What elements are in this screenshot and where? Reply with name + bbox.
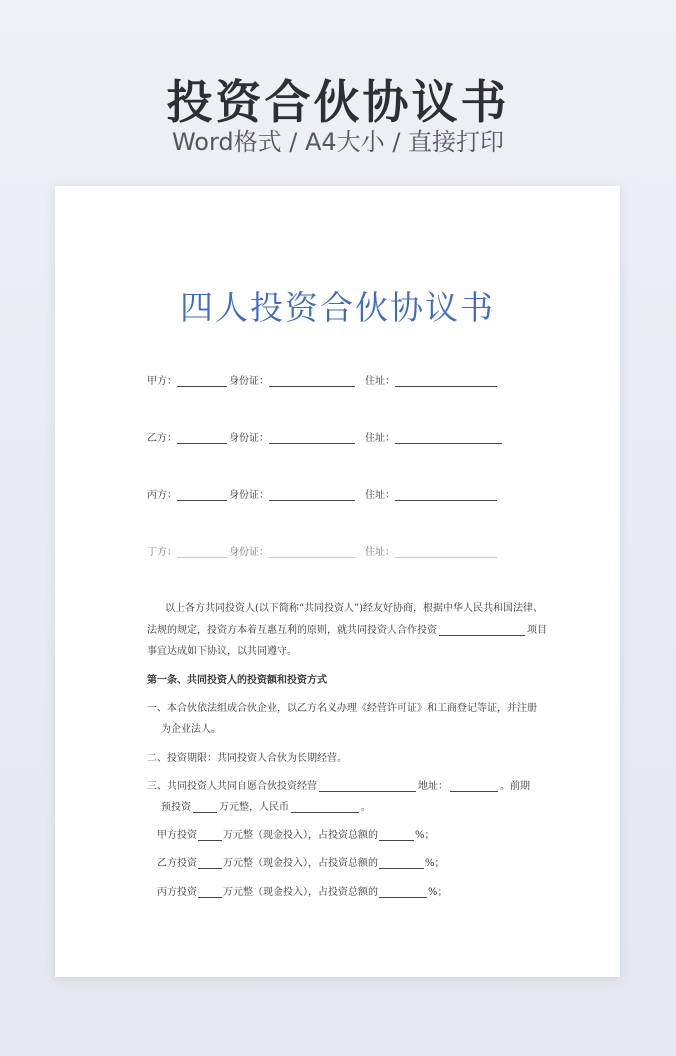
- address-blank: [395, 375, 497, 387]
- name-blank: [177, 375, 227, 387]
- id-blank: [269, 375, 355, 387]
- clause-3-text-b3: 。: [361, 802, 371, 813]
- address-label: 住址：: [365, 490, 395, 501]
- clause-3-text-a2: 地址：: [418, 781, 448, 792]
- intro-text-2b: 项目: [527, 625, 547, 636]
- id-label: 身份证：: [229, 490, 269, 501]
- clause-1-line-a: [147, 699, 537, 714]
- address-label: 住址：: [365, 376, 395, 387]
- percent-blank: [379, 829, 414, 841]
- party-label: 甲方：: [147, 376, 177, 387]
- location-blank: [450, 780, 498, 792]
- share-text-2: 万元整（现金投入），占投资总额的: [223, 887, 378, 898]
- clause-3-line-b: [161, 798, 371, 813]
- party-label: 丙方：: [147, 490, 177, 501]
- article-1-title: 第一条、共同投资人的投资额和投资方式: [147, 675, 327, 686]
- clause-1-line-b: [161, 720, 221, 735]
- page-subtitle: Word格式 / A4大小 / 直接打印: [171, 128, 505, 156]
- party-row-ding: [147, 543, 499, 558]
- share-text-1: 丙方投资: [157, 887, 197, 898]
- share-line-bing: [157, 883, 448, 898]
- party-label: 乙方：: [147, 433, 177, 444]
- clause-3-text-b2: 万元整，人民币: [219, 802, 289, 813]
- name-blank: [177, 489, 227, 501]
- address-blank: [395, 546, 497, 558]
- intro-line-1: [165, 599, 543, 614]
- share-text-3: %；: [415, 830, 435, 841]
- id-blank: [269, 432, 355, 444]
- clause-3-line-a: [147, 777, 530, 792]
- share-line-yi: [157, 854, 445, 869]
- share-text-3: %；: [425, 858, 445, 869]
- percent-blank: [379, 857, 424, 869]
- id-label: 身份证：: [229, 433, 269, 444]
- page-title: 投资合伙协议书: [166, 75, 510, 129]
- clause-3-text-a3: 。前期: [500, 781, 530, 792]
- party-row-yi: [147, 429, 504, 444]
- address-label: 住址：: [365, 433, 395, 444]
- intro-text-1: 以上各方共同投资人(以下简称“共同投资人”)经友好协商，根据中华人民共和国法律、: [165, 603, 544, 614]
- address-blank: [395, 432, 502, 444]
- clause-3-text-a1: 三、共同投资人共同自愿合伙投资经营: [147, 781, 317, 792]
- name-blank: [177, 546, 227, 558]
- amount-blank: [193, 801, 217, 813]
- id-label: 身份证：: [229, 547, 269, 558]
- business-blank: [319, 780, 416, 792]
- id-label: 身份证：: [229, 376, 269, 387]
- clause-1-text-a: 一、本合伙依法组成合伙企业，以乙方名义办理《经营许可证》和工商登记等证，并注册: [147, 703, 537, 714]
- clause-2-text: 二、投资期限：共同投资人合伙为长期经营。: [147, 753, 347, 764]
- party-row-bing: [147, 486, 499, 501]
- share-text-3: %；: [428, 887, 448, 898]
- investment-blank: [198, 829, 222, 841]
- clause-2-line: [147, 749, 347, 764]
- id-blank: [269, 489, 355, 501]
- article-1-heading: [147, 671, 327, 686]
- intro-text-2a: 法规的规定，投资方本着互惠互利的原则，就共同投资人合作投资: [147, 625, 437, 636]
- share-text-1: 甲方投资: [157, 830, 197, 841]
- name-blank: [177, 432, 227, 444]
- document-title: 四人投资合伙协议书: [180, 288, 495, 327]
- id-blank: [269, 546, 355, 558]
- percent-blank: [379, 886, 427, 898]
- investment-blank: [198, 857, 222, 869]
- intro-line-2: [147, 621, 547, 636]
- clause-3-text-b1: 预投资: [161, 802, 191, 813]
- share-text-1: 乙方投资: [157, 858, 197, 869]
- intro-text-3: 事宜达成如下协议，以共同遵守。: [147, 646, 297, 657]
- party-label: 丁方：: [147, 547, 177, 558]
- clause-1-text-b: 为企业法人。: [161, 724, 221, 735]
- address-blank: [395, 489, 497, 501]
- share-text-2: 万元整（现金投入），占投资总额的: [223, 830, 378, 841]
- project-blank: [439, 624, 525, 636]
- rmb-blank: [291, 801, 359, 813]
- share-line-jia: [157, 826, 435, 841]
- intro-line-3: [147, 642, 297, 657]
- investment-blank: [198, 886, 222, 898]
- document-page: [55, 186, 620, 977]
- party-row-jia: [147, 372, 499, 387]
- address-label: 住址：: [365, 547, 395, 558]
- share-text-2: 万元整（现金投入），占投资总额的: [223, 858, 378, 869]
